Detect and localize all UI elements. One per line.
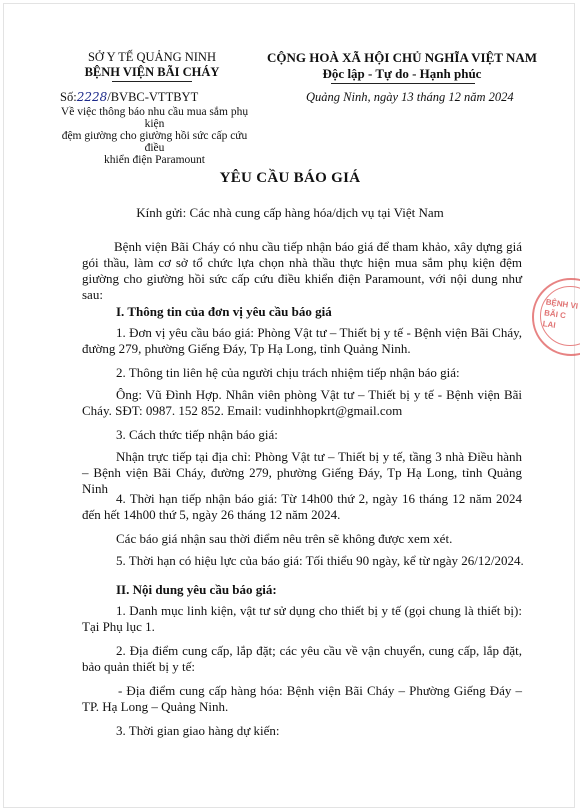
section-2-item-1: 1. Danh mục linh kiện, vật tư sử dụng cho thiết bị y tế (gọi chung là thiết bị): Tại Phụ lục 1. [82, 603, 522, 634]
national-motto: Độc lập - Tự do - Hạnh phúc [322, 66, 482, 81]
document-subject [52, 106, 257, 166]
national-title: CỘNG HOÀ XÃ HỘI CHỦ NGHĨA VIỆT NAM [266, 50, 538, 65]
issuer-underline [112, 81, 192, 82]
national-motto-block [262, 50, 542, 82]
motto-underline [331, 83, 475, 84]
subject-line: Về việc thông báo nhu cầu mua sắm phụ kiện [60, 106, 249, 130]
doc-number-handwritten: 2228 [76, 90, 108, 104]
subject-line: khiển điện Paramount [104, 154, 205, 166]
section-1-item-4-note: Các báo giá nhận sau thời điểm nêu trên sẽ không được xem xét. [116, 531, 453, 546]
section-1-item-3: 3. Cách thức tiếp nhận báo giá: [116, 427, 278, 442]
document-date: Quảng Ninh, ngày 13 tháng 12 năm 2024 [306, 90, 514, 104]
document-title: YÊU CẦU BÁO GIÁ [219, 170, 361, 186]
intro-paragraph: Bệnh viện Bãi Cháy có nhu cầu tiếp nhận báo giá để tham khảo, xây dựng giá gói thầu, làm cơ sở tổ chức lựa chọn nhà thầu thực hiện mua sắm phụ kiện đệm giường cho giường hồi sức cấp cứu điều khiển điện Paramount, với nội dung như sau: [82, 239, 522, 302]
section-1-item-2-detail: Ông: Vũ Đình Hợp. Nhân viên phòng Vật tư – Thiết bị y tế - Bệnh viện Bãi Cháy. SĐT: 0987. 152 852. Email: vudinhhopkrt@gmail.com [82, 387, 522, 418]
issuer-block [52, 50, 252, 80]
section-2-item-3: 3. Thời gian giao hàng dự kiến: [116, 723, 280, 738]
section-1-item-4: 4. Thời hạn tiếp nhận báo giá: Từ 14h00 thứ 2, ngày 16 tháng 12 năm 2024 đến hết 14h00 thứ 5, ngày 26 tháng 12 năm 2024. [82, 491, 522, 522]
section-2-item-2-detail: - Địa điểm cung cấp hàng hóa: Bệnh viện Bãi Cháy – Phường Giếng Đáy – TP. Hạ Long – Quảng Ninh. [82, 683, 522, 714]
stamp-line: BỆNH VI [545, 297, 579, 311]
doc-number-suffix: /BVBC-VTTBYT [107, 90, 199, 104]
section-2-heading: II. Nội dung yêu cầu báo giá: [116, 582, 277, 597]
section-2-item-2: 2. Địa điểm cung cấp, lắp đặt; các yêu cầu về vận chuyển, cung cấp, lắp đặt, bảo quản thiết bị y tế: [82, 643, 522, 674]
section-1-item-2: 2. Thông tin liên hệ của người chịu trách nhiệm tiếp nhận báo giá: [116, 365, 460, 380]
subject-line: đệm giường cho giường hồi sức cấp cứu điều [61, 130, 248, 154]
doc-number-prefix: Số: [60, 90, 77, 104]
stamp-line: BÃI C [543, 308, 567, 321]
issuer-department: SỞ Y TẾ QUẢNG NINH [87, 50, 216, 64]
stamp-line: LAI [542, 319, 557, 330]
section-1-item-1: 1. Đơn vị yêu cầu báo giá: Phòng Vật tư – Thiết bị y tế - Bệnh viện Bãi Cháy, đường 279, phường Giếng Đáy, Tp Hạ Long, tỉnh Quảng Ninh. [82, 325, 522, 356]
section-1-item-5: 5. Thời hạn có hiệu lực của báo giá: Tối thiểu 90 ngày, kể từ ngày 26/12/2024. [116, 553, 524, 568]
section-1-heading: I. Thông tin của đơn vị yêu cầu báo giá [116, 304, 332, 319]
recipient-line: Kính gửi: Các nhà cung cấp hàng hóa/dịch vụ tại Việt Nam [136, 205, 444, 220]
issuer-hospital: BỆNH VIỆN BÃI CHÁY [84, 65, 220, 79]
document-number [60, 90, 198, 105]
section-1-item-3-detail: Nhận trực tiếp tại địa chỉ: Phòng Vật tư – Thiết bị y tế, tầng 3 nhà Điều hành – Bệnh viện Bãi Cháy, đường 279, phường Giếng Đáy, Tp Hạ Long, tỉnh Quảng Ninh [82, 449, 522, 496]
